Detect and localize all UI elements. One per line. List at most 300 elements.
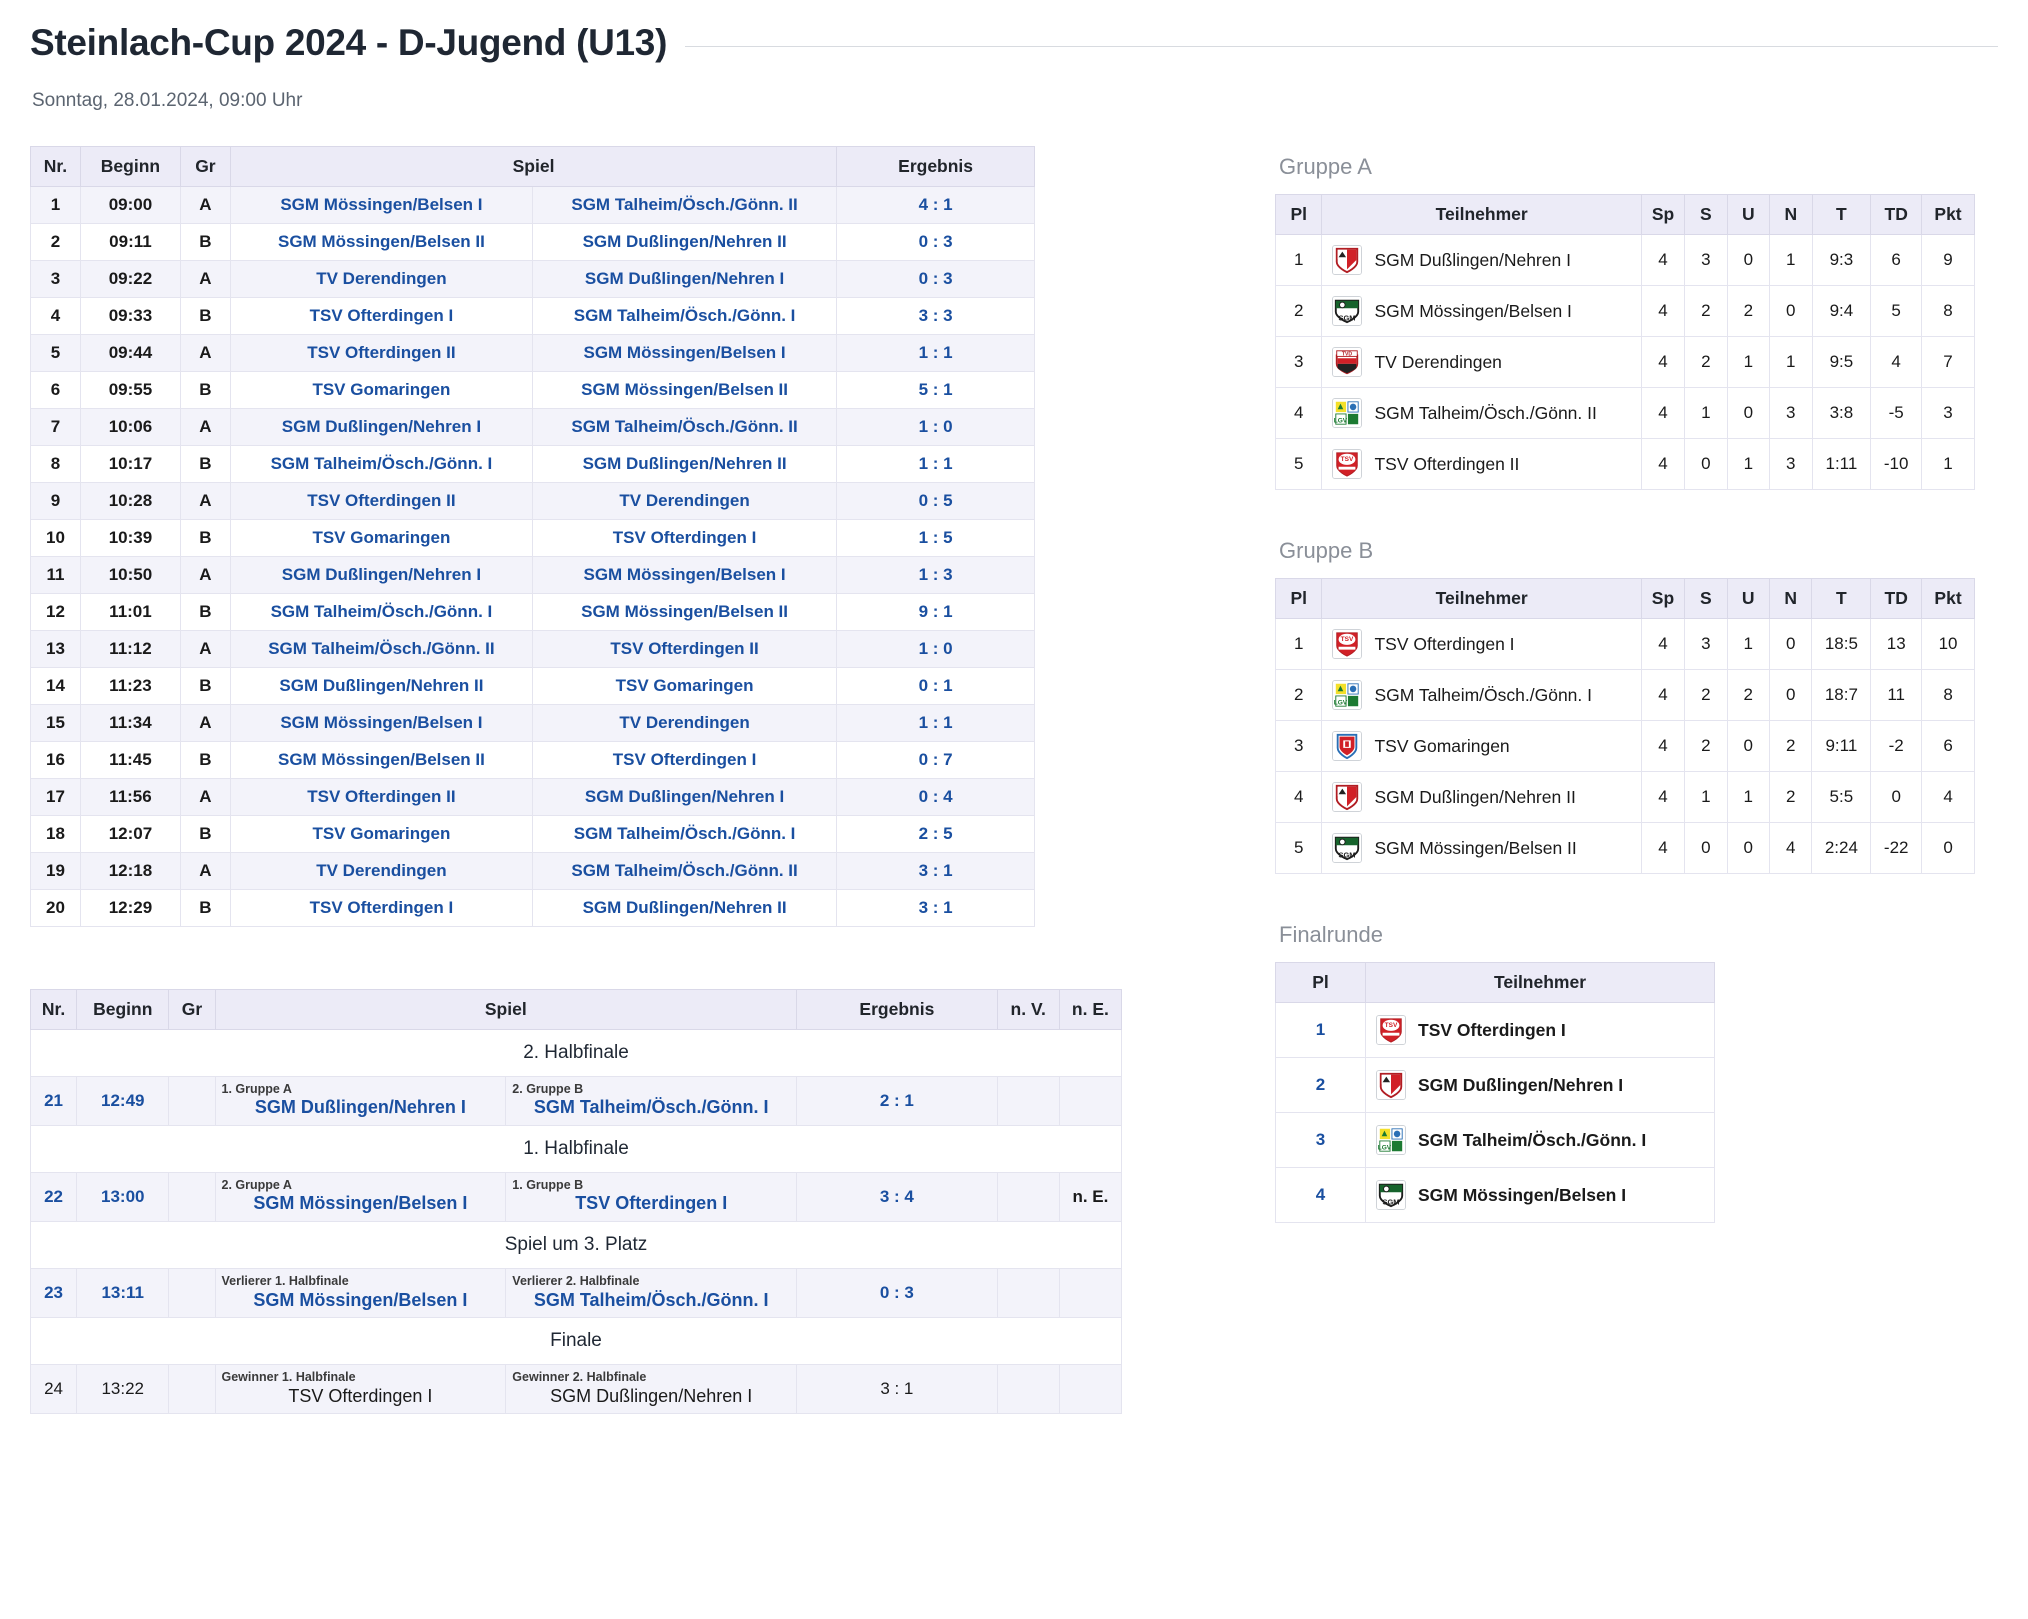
team-cell	[1322, 772, 1641, 823]
away-team: SGM Dußlingen/Nehren II	[532, 446, 836, 483]
after-penalties	[1059, 1077, 1121, 1126]
wins: 3	[1685, 619, 1727, 670]
goals: 18:7	[1812, 670, 1871, 721]
match-result: 0 : 4	[837, 779, 1035, 816]
losses: 0	[1770, 286, 1812, 337]
team-name: SGM Talheim/Ösch./Gönn. I	[1418, 1129, 1647, 1150]
home-team	[215, 1173, 506, 1222]
knockout-header-row	[31, 990, 1122, 1030]
away-team: TSV Ofterdingen I	[532, 742, 836, 779]
goal-difference: -22	[1871, 823, 1922, 874]
svg-text:LGV: LGV	[1334, 417, 1348, 425]
svg-text:LGV: LGV	[1377, 1144, 1392, 1152]
home-team: TV Derendingen	[230, 853, 532, 890]
col-pl: Pl	[1276, 963, 1366, 1003]
svg-text:LGV: LGV	[1334, 699, 1348, 707]
match-group: B	[180, 446, 230, 483]
schedule-row[interactable]	[31, 557, 1035, 594]
away-team: TSV Gomaringen	[532, 668, 836, 705]
points: 8	[1922, 286, 1975, 337]
schedule-row[interactable]	[31, 372, 1035, 409]
match-group: A	[180, 779, 230, 816]
match-group: A	[180, 853, 230, 890]
schedule-row[interactable]	[31, 705, 1035, 742]
games-played: 4	[1641, 337, 1684, 388]
moessingen-crest	[1376, 1180, 1406, 1210]
match-result: 3 : 4	[797, 1173, 998, 1222]
col-ne: n. E.	[1059, 990, 1121, 1030]
home-team: TSV Gomaringen	[230, 520, 532, 557]
away-team	[506, 1269, 797, 1318]
match-result: 0 : 7	[837, 742, 1035, 779]
home-team: TSV Gomaringen	[230, 372, 532, 409]
knockout-match-row[interactable]	[31, 1269, 1122, 1318]
match-number: 1	[31, 187, 81, 224]
position: 4	[1276, 388, 1322, 439]
match-group	[169, 1077, 215, 1126]
match-group: A	[180, 335, 230, 372]
points: 9	[1922, 235, 1975, 286]
games-played: 4	[1641, 439, 1684, 490]
losses: 4	[1769, 823, 1811, 874]
wins: 1	[1685, 388, 1727, 439]
svg-text:TSV: TSV	[1341, 456, 1354, 464]
ofterdingen-crest	[1332, 449, 1362, 479]
after-penalties	[1059, 1269, 1121, 1318]
match-time: 10:06	[80, 409, 180, 446]
draws: 0	[1727, 388, 1769, 439]
title-divider	[685, 46, 1998, 47]
team-name: TV Derendingen	[1374, 351, 1502, 372]
position: 2	[1276, 286, 1322, 337]
col-spiel: Spiel	[215, 990, 797, 1030]
position: 3	[1276, 1113, 1366, 1168]
dusslingen-crest	[1332, 245, 1362, 275]
away-team	[506, 1365, 797, 1414]
standings-row[interactable]	[1276, 388, 1975, 439]
qualification-label: 1. Gruppe A	[221, 1082, 292, 1096]
moessingen-crest	[1332, 296, 1362, 326]
away-team: SGM Talheim/Ösch./Gönn. II	[532, 409, 836, 446]
home-team	[215, 1269, 506, 1318]
schedule-row[interactable]	[31, 890, 1035, 927]
home-team: SGM Dußlingen/Nehren II	[230, 668, 532, 705]
match-result: 3 : 1	[837, 890, 1035, 927]
match-number: 8	[31, 446, 81, 483]
match-time: 13:22	[77, 1365, 169, 1414]
match-result: 0 : 5	[837, 483, 1035, 520]
knockout-match-row[interactable]	[31, 1365, 1122, 1414]
games-played: 4	[1641, 823, 1684, 874]
match-time: 12:49	[77, 1077, 169, 1126]
final-standings-row[interactable]	[1276, 1058, 1715, 1113]
match-group: B	[180, 668, 230, 705]
knockout-round-label: Spiel um 3. Platz	[31, 1222, 1122, 1269]
home-team: TSV Gomaringen	[230, 816, 532, 853]
col-nr: Nr.	[31, 990, 77, 1030]
home-team: SGM Dußlingen/Nehren I	[230, 409, 532, 446]
schedule-header-row	[31, 147, 1035, 187]
knockout-round-label: 2. Halbfinale	[31, 1030, 1122, 1077]
wins: 1	[1685, 772, 1727, 823]
match-result: 5 : 1	[837, 372, 1035, 409]
points: 7	[1922, 337, 1975, 388]
after-penalties: n. E.	[1059, 1173, 1121, 1222]
match-time: 09:11	[80, 224, 180, 261]
col-beginn: Beginn	[77, 990, 169, 1030]
col-sp: Sp	[1641, 195, 1684, 235]
col-ergebnis: Ergebnis	[797, 990, 998, 1030]
match-group	[169, 1173, 215, 1222]
col-n: N	[1769, 579, 1811, 619]
group-heading: Gruppe B	[1279, 538, 1374, 563]
points: 1	[1922, 439, 1975, 490]
draws: 1	[1727, 337, 1769, 388]
away-team: SGM Talheim/Ösch./Gönn. II	[532, 853, 836, 890]
games-played: 4	[1641, 670, 1684, 721]
position: 4	[1276, 1168, 1366, 1223]
draws: 1	[1727, 619, 1769, 670]
match-number: 11	[31, 557, 81, 594]
standings-header-row	[1276, 195, 1975, 235]
wins: 2	[1685, 286, 1727, 337]
col-s: S	[1685, 195, 1727, 235]
match-number: 20	[31, 890, 81, 927]
qualification-label: 2. Gruppe A	[221, 1178, 292, 1193]
match-result: 1 : 3	[837, 557, 1035, 594]
away-team: SGM Talheim/Ösch./Gönn. II	[532, 187, 836, 224]
match-group: B	[180, 372, 230, 409]
qualification-label: 2. Gruppe B	[512, 1082, 584, 1096]
wins: 2	[1685, 670, 1727, 721]
standings-row[interactable]	[1276, 823, 1975, 874]
schedule-row[interactable]	[31, 668, 1035, 705]
match-result: 1 : 1	[837, 705, 1035, 742]
match-result: 2 : 5	[837, 816, 1035, 853]
draws: 1	[1727, 439, 1769, 490]
standings-row[interactable]	[1276, 772, 1975, 823]
col-gr: Gr	[169, 990, 215, 1030]
match-result: 9 : 1	[837, 594, 1035, 631]
games-played: 4	[1641, 619, 1684, 670]
wins: 3	[1685, 235, 1727, 286]
standings-row[interactable]	[1276, 670, 1975, 721]
standings-row[interactable]	[1276, 337, 1975, 388]
final-header-row	[1276, 963, 1715, 1003]
title-row	[30, 22, 1998, 64]
final-standings-table	[1275, 962, 1715, 1223]
match-result: 0 : 3	[797, 1269, 998, 1318]
home-team: SGM Mössingen/Belsen II	[230, 224, 532, 261]
talheim-crest	[1376, 1125, 1406, 1155]
final-standings-row[interactable]	[1276, 1003, 1715, 1058]
qualification-label: Verlierer 1. Halbfinale	[221, 1274, 349, 1289]
match-time: 11:45	[80, 742, 180, 779]
match-time: 11:34	[80, 705, 180, 742]
team-name: TSV Ofterdingen II	[1374, 453, 1520, 474]
match-time: 12:29	[80, 890, 180, 927]
group-heading: Gruppe A	[1279, 154, 1372, 179]
match-result: 3 : 1	[837, 853, 1035, 890]
knockout-round-row	[31, 1222, 1122, 1269]
match-time: 10:50	[80, 557, 180, 594]
schedule-row[interactable]	[31, 224, 1035, 261]
match-number: 19	[31, 853, 81, 890]
team-name: SGM Talheim/Ösch./Gönn. I	[533, 1289, 769, 1310]
after-extra-time	[997, 1077, 1059, 1126]
knockout-table	[30, 989, 1122, 1414]
page-title: Steinlach-Cup 2024 - D-Jugend (U13)	[30, 22, 668, 63]
match-group: B	[180, 816, 230, 853]
final-standings-row[interactable]	[1276, 1168, 1715, 1223]
team-name: TSV Ofterdingen I	[288, 1385, 433, 1406]
knockout-round-row	[31, 1318, 1122, 1365]
match-time: 10:17	[80, 446, 180, 483]
right-column	[1130, 146, 1998, 1223]
knockout-match-row[interactable]	[31, 1077, 1122, 1126]
schedule-row[interactable]	[31, 483, 1035, 520]
team-name: SGM Mössingen/Belsen I	[1374, 300, 1572, 321]
match-group: A	[180, 261, 230, 298]
points: 0	[1922, 823, 1975, 874]
schedule-row[interactable]	[31, 187, 1035, 224]
position: 2	[1276, 1058, 1366, 1113]
away-team: SGM Mössingen/Belsen II	[532, 594, 836, 631]
col-pl: Pl	[1276, 579, 1322, 619]
losses: 1	[1770, 337, 1812, 388]
team-name: SGM Talheim/Ösch./Gönn. I	[533, 1097, 769, 1118]
losses: 1	[1770, 235, 1812, 286]
away-team: SGM Talheim/Ösch./Gönn. I	[532, 298, 836, 335]
goals: 9:3	[1812, 235, 1871, 286]
match-time: 09:44	[80, 335, 180, 372]
match-result: 0 : 1	[837, 668, 1035, 705]
match-time: 12:07	[80, 816, 180, 853]
match-number: 23	[31, 1269, 77, 1318]
goal-difference: 0	[1871, 772, 1922, 823]
col-td: TD	[1871, 579, 1922, 619]
standings-table	[1275, 194, 1975, 490]
schedule-row[interactable]	[31, 742, 1035, 779]
svg-text:SGM: SGM	[1338, 313, 1356, 323]
match-number: 6	[31, 372, 81, 409]
col-t: T	[1812, 579, 1871, 619]
schedule-row[interactable]	[31, 298, 1035, 335]
match-number: 21	[31, 1077, 77, 1126]
match-result: 1 : 1	[837, 335, 1035, 372]
team-cell	[1322, 670, 1641, 721]
away-team: SGM Mössingen/Belsen I	[532, 335, 836, 372]
left-column	[30, 146, 1130, 1414]
match-group: A	[180, 483, 230, 520]
home-team: TSV Ofterdingen I	[230, 298, 532, 335]
away-team: TSV Ofterdingen I	[532, 520, 836, 557]
qualification-label: Gewinner 2. Halbfinale	[512, 1370, 647, 1385]
position: 5	[1276, 823, 1322, 874]
gomaringen-crest	[1332, 731, 1362, 761]
talheim-crest	[1332, 398, 1362, 428]
away-team: SGM Dußlingen/Nehren II	[532, 224, 836, 261]
dusslingen-crest	[1376, 1070, 1406, 1100]
match-result: 2 : 1	[797, 1077, 998, 1126]
derendingen-crest	[1332, 347, 1362, 377]
home-team: SGM Mössingen/Belsen I	[230, 705, 532, 742]
schedule-row[interactable]	[31, 409, 1035, 446]
goal-difference: 6	[1871, 235, 1922, 286]
match-number: 16	[31, 742, 81, 779]
col-s: S	[1685, 579, 1727, 619]
match-time: 13:11	[77, 1269, 169, 1318]
match-time: 12:18	[80, 853, 180, 890]
col-ergebnis: Ergebnis	[837, 147, 1035, 187]
home-team	[215, 1077, 506, 1126]
team-name: TSV Ofterdingen I	[575, 1193, 728, 1214]
schedule-row[interactable]	[31, 853, 1035, 890]
schedule-row[interactable]	[31, 631, 1035, 668]
col-gr: Gr	[180, 147, 230, 187]
goal-difference: 11	[1871, 670, 1922, 721]
standings-header-row	[1276, 579, 1975, 619]
losses: 3	[1770, 388, 1812, 439]
away-team: SGM Mössingen/Belsen II	[532, 372, 836, 409]
ofterdingen-crest	[1332, 629, 1362, 659]
svg-text:TSV: TSV	[1341, 636, 1354, 644]
team-name: SGM Dußlingen/Nehren I	[1418, 1074, 1624, 1095]
col-t: T	[1812, 195, 1871, 235]
match-number: 9	[31, 483, 81, 520]
col-n: N	[1770, 195, 1812, 235]
match-result: 3 : 3	[837, 298, 1035, 335]
draws: 2	[1727, 670, 1769, 721]
knockout-round-label: Finale	[31, 1318, 1122, 1365]
home-team	[215, 1365, 506, 1414]
final-standings-row[interactable]	[1276, 1113, 1715, 1168]
home-team: SGM Talheim/Ösch./Gönn. II	[230, 631, 532, 668]
schedule-row[interactable]	[31, 335, 1035, 372]
home-team: SGM Talheim/Ösch./Gönn. I	[230, 594, 532, 631]
position: 3	[1276, 721, 1322, 772]
team-name: SGM Dußlingen/Nehren I	[1374, 249, 1571, 270]
match-group: B	[180, 594, 230, 631]
knockout-round-row	[31, 1030, 1122, 1077]
col-teilnehmer: Teilnehmer	[1322, 195, 1641, 235]
away-team: SGM Dußlingen/Nehren II	[532, 890, 836, 927]
wins: 2	[1685, 721, 1727, 772]
goal-difference: -10	[1871, 439, 1922, 490]
match-result: 0 : 3	[837, 261, 1035, 298]
wins: 2	[1685, 337, 1727, 388]
team-cell	[1322, 823, 1641, 874]
col-pkt: Pkt	[1922, 195, 1975, 235]
goals: 9:11	[1812, 721, 1871, 772]
col-pkt: Pkt	[1922, 579, 1975, 619]
match-time: 10:28	[80, 483, 180, 520]
home-team: TSV Ofterdingen II	[230, 483, 532, 520]
match-time: 09:22	[80, 261, 180, 298]
svg-text:SGM: SGM	[1338, 850, 1356, 860]
games-played: 4	[1641, 286, 1684, 337]
match-time: 11:01	[80, 594, 180, 631]
match-number: 10	[31, 520, 81, 557]
team-name: SGM Dußlingen/Nehren I	[254, 1097, 466, 1118]
team-cell	[1322, 721, 1641, 772]
standings-row[interactable]	[1276, 286, 1975, 337]
col-td: TD	[1871, 195, 1922, 235]
match-time: 10:39	[80, 520, 180, 557]
knockout-match-row[interactable]	[31, 1173, 1122, 1222]
goal-difference: -2	[1871, 721, 1922, 772]
match-result: 1 : 1	[837, 446, 1035, 483]
goal-difference: 4	[1871, 337, 1922, 388]
goals: 9:5	[1812, 337, 1871, 388]
match-number: 24	[31, 1365, 77, 1414]
standings-row[interactable]	[1276, 619, 1975, 670]
losses: 0	[1769, 670, 1811, 721]
knockout-round-label: 1. Halbfinale	[31, 1126, 1122, 1173]
schedule-row[interactable]	[31, 446, 1035, 483]
col-spiel: Spiel	[230, 147, 836, 187]
ofterdingen-crest	[1376, 1015, 1406, 1045]
goals: 1:11	[1812, 439, 1871, 490]
standings-table	[1275, 578, 1975, 874]
standings-row[interactable]	[1276, 439, 1975, 490]
position: 3	[1276, 337, 1322, 388]
team-cell	[1366, 1113, 1715, 1168]
losses: 2	[1769, 721, 1811, 772]
position: 5	[1276, 439, 1322, 490]
schedule-row[interactable]	[31, 816, 1035, 853]
away-team	[506, 1173, 797, 1222]
draws: 0	[1727, 235, 1769, 286]
schedule-row[interactable]	[31, 520, 1035, 557]
match-group: A	[180, 631, 230, 668]
event-datetime: Sonntag, 28.01.2024, 09:00 Uhr	[32, 90, 303, 111]
knockout-round-row	[31, 1126, 1122, 1173]
team-cell	[1366, 1003, 1715, 1058]
match-number: 12	[31, 594, 81, 631]
after-extra-time	[997, 1365, 1059, 1414]
match-result: 1 : 0	[837, 631, 1035, 668]
away-team	[506, 1077, 797, 1126]
away-team: TV Derendingen	[532, 483, 836, 520]
losses: 3	[1770, 439, 1812, 490]
standings-row[interactable]	[1276, 235, 1975, 286]
standings-row[interactable]	[1276, 721, 1975, 772]
points: 3	[1922, 388, 1975, 439]
match-result: 1 : 5	[837, 520, 1035, 557]
col-pl: Pl	[1276, 195, 1322, 235]
draws: 1	[1727, 772, 1769, 823]
qualification-label: 1. Gruppe B	[512, 1178, 584, 1193]
col-nr: Nr.	[31, 147, 81, 187]
schedule-row[interactable]	[31, 261, 1035, 298]
col-sp: Sp	[1641, 579, 1684, 619]
team-name: SGM Dußlingen/Nehren II	[1374, 786, 1576, 807]
away-team: SGM Mössingen/Belsen I	[532, 557, 836, 594]
team-cell	[1322, 286, 1641, 337]
team-cell	[1366, 1168, 1715, 1223]
wins: 0	[1685, 823, 1727, 874]
match-group: B	[180, 298, 230, 335]
match-group	[169, 1365, 215, 1414]
moessingen-crest	[1332, 833, 1362, 863]
team-cell	[1322, 337, 1641, 388]
match-number: 3	[31, 261, 81, 298]
position: 1	[1276, 619, 1322, 670]
schedule-row[interactable]	[31, 594, 1035, 631]
schedule-row[interactable]	[31, 779, 1035, 816]
col-beginn: Beginn	[80, 147, 180, 187]
